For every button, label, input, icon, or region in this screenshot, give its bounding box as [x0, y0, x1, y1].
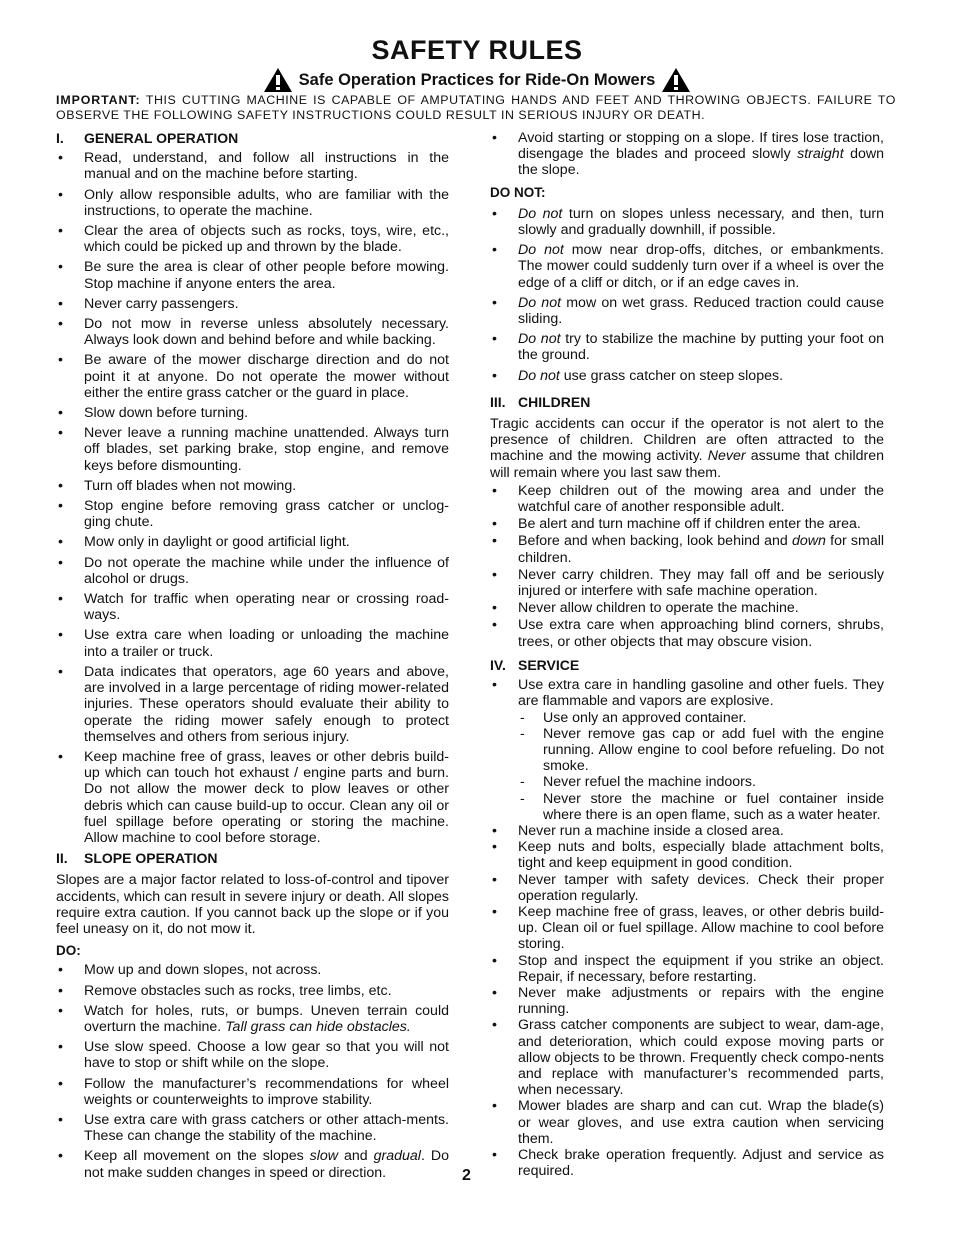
list-item: • Turn off blades when not mowing.: [56, 478, 449, 494]
list-item: • Stop and inspect the equipment if you strike an object. Repair, if necessary, before restarting.: [490, 953, 884, 985]
list-item: • Keep machine free of grass, leaves, or other debris build-up. Clean oil or fuel spillage. Allow machine to cool before storing.: [490, 904, 884, 953]
list-item: • Do not try to stabilize the machine by putting your foot on the ground.: [490, 331, 884, 363]
list-item: • Mower blades are sharp and can cut. Wrap the blade(s) or wear gloves, and use extra caution when servicing them.: [490, 1098, 884, 1147]
section-heading-service: IV. SERVICE: [490, 656, 580, 673]
important-notice: [56, 93, 896, 123]
list-item: • Before and when backing, look behind and down for small children.: [490, 533, 884, 565]
list-item: • Mow only in daylight or good artificial light.: [56, 534, 449, 550]
section-heading-general: I. GENERAL OPERATION: [56, 130, 239, 146]
children-intro: Tragic accidents can occur if the operator is not alert to the presence of children. Children are often attracted to the machine and the mowing activity. Never assume that children will remain where you last saw them.: [490, 416, 884, 481]
sub-list-item: - Never remove gas cap or add fuel with the engine running. Allow engine to cool before refueling. Do not smoke.: [518, 726, 884, 775]
list-item: • Never tamper with safety devices. Check their proper operation regularly.: [490, 872, 884, 904]
warning-triangle-icon: [661, 67, 691, 93]
list-item: • Read, understand, and follow all instructions in the manual and on the machine before starting.: [56, 150, 449, 182]
sub-list-item: - Never refuel the machine indoors.: [518, 774, 884, 790]
slope-do-list: [56, 962, 449, 1180]
section-heading-slope: II. SLOPE OPERATION: [56, 850, 218, 867]
list-item: • Do not operate the machine while under the influence of alcohol or drugs.: [56, 555, 449, 587]
list-item: • Keep children out of the mowing area and under the watchful care of another responsible adult.: [490, 483, 884, 515]
list-item: • Never allow children to operate the machine.: [490, 600, 884, 616]
list-item: • Remove obstacles such as rocks, tree limbs, etc.: [56, 983, 449, 999]
list-item: • Never carry children. They may fall off and be seriously injured or interfere with safe machine operation.: [490, 567, 884, 599]
list-item: • Keep nuts and bolts, especially blade attachment bolts, tight and keep equipment in good condition.: [490, 839, 884, 871]
list-item: • Do not mow near drop-offs, ditches, or embankments. The mower could suddenly turn over if a wheel is over the edge of a cliff or ditch, or if an edge caves in.: [490, 242, 884, 291]
list-item: • Keep all movement on the slopes slow and gradual. Do not make sudden changes in speed or direction.: [56, 1148, 449, 1180]
list-item: • Never run a machine inside a closed area.: [490, 823, 884, 839]
list-item: • Data indicates that operators, age 60 years and above, are involved in a large percentage of riding mower-related injuries. These operators should evaluate their ability to operate the riding mower safely enough to protect themselves and others from serious injury.: [56, 664, 449, 745]
list-item: • Slow down before turning.: [56, 405, 449, 421]
list-item: • Use extra care when loading or unloading the machine into a trailer or truck.: [56, 627, 449, 659]
fuel-sub-list: [518, 710, 884, 823]
list-item: • Use slow speed. Choose a low gear so that you will not have to stop or shift while on the slope.: [56, 1039, 449, 1071]
subtitle: Safe Operation Practices for Ride-On Mowers: [298, 71, 656, 89]
list-item: • Grass catcher components are subject to wear, dam-age, and deterioration, which could expose moving parts or allow objects to be thrown. Frequently check compo-nents and replace with manufacturer’s recommended parts, when necessary.: [490, 1017, 884, 1098]
do-heading: DO:: [56, 943, 81, 959]
section-heading-children: III. CHILDREN: [490, 393, 591, 410]
list-item: • Never make adjustments or repairs with the engine running.: [490, 985, 884, 1017]
important-text: THIS CUTTING MACHINE IS CAPABLE OF AMPUTATING HANDS AND FEET AND THROWING OBJECTS. FAILURE TO OBSERVE THE FOLLOWING SAFETY INSTRUCTIONS COULD RESULT IN SERIOUS INJURY OR DEATH.: [56, 93, 896, 122]
list-item: • Check brake operation frequently. Adjust and service as required.: [490, 1147, 884, 1179]
list-item: • Be aware of the mower discharge direction and do not point it at anyone. Do not operate the mower without either the entire grass catcher or the guard in place.: [56, 352, 449, 401]
list-item: • Use extra care with grass catchers or other attach-ments. These can change the stability of the machine.: [56, 1112, 449, 1144]
list-item: • Avoid starting or stopping on a slope. If tires lose traction, disengage the blades and proceed slowly straight down the slope.: [490, 130, 884, 179]
slope-intro: Slopes are a major factor related to loss-of-control and tipover accidents, which can result in severe injury or death. All slopes require extra caution. If you cannot back up the slope or if you feel uneasy on it, do not mow it.: [56, 872, 449, 937]
slope-do-not-list: [490, 206, 884, 384]
important-label: IMPORTANT:: [56, 93, 141, 107]
page-number: 2: [462, 1167, 471, 1184]
list-item: • Do not use grass catcher on steep slopes.: [490, 368, 884, 384]
list-item: • Watch for traffic when operating near or crossing road-ways.: [56, 591, 449, 623]
list-item: • Never leave a running machine unattended. Always turn off blades, set parking brake, stop engine, and remove keys before dismounting.: [56, 425, 449, 474]
list-item: • Do not mow on wet grass. Reduced traction could cause sliding.: [490, 295, 884, 327]
page-title: SAFETY RULES: [371, 35, 583, 65]
list-item: • Only allow responsible adults, who are familiar with the instructions, to operate the machine.: [56, 187, 449, 219]
slope-do-list-continued: [490, 130, 884, 179]
list-item: • Use extra care in handling gasoline and other fuels. They are flammable and vapors are explosive. - Use only an approved container. - Never remove gas cap or add fuel with the engine running. Allow engine to cool before refueling. Do not smoke. - Never refuel the machine indoors. - Never store the machine or fuel container inside where there is an open flame, such as a water heater.: [490, 677, 884, 823]
do-not-heading: DO NOT:: [490, 184, 546, 200]
list-item: • Keep machine free of grass, leaves or other debris build-up which can touch hot exhaust / engine parts and burn. Do not allow the mower deck to plow leaves or other debris which can cause build-up to occur. Clean any oil or fuel spillage before operating or storing the machine. Allow machine to cool before storage.: [56, 749, 449, 846]
subtitle-row: [0, 66, 954, 94]
sub-list-item: - Never store the machine or fuel container inside where there is an open flame, such as a water heater.: [518, 791, 884, 823]
right-column: [490, 130, 884, 1179]
list-item: • Stop engine before removing grass catcher or unclog-ging chute.: [56, 498, 449, 530]
left-column: [56, 130, 449, 1185]
list-item: • Follow the manufacturer’s recommendations for wheel weights or counterweights to improve stability.: [56, 1076, 449, 1108]
list-item: • Be alert and turn machine off if children enter the area.: [490, 516, 884, 532]
general-operation-list: [56, 150, 449, 846]
warning-triangle-icon: [263, 67, 293, 93]
list-item: • Never carry passengers.: [56, 296, 449, 312]
children-list: [490, 483, 884, 650]
list-item: • Do not mow in reverse unless absolutely necessary. Always look down and behind before and while backing.: [56, 316, 449, 348]
list-item: • Clear the area of objects such as rocks, toys, wire, etc., which could be picked up and thrown by the blade.: [56, 223, 449, 255]
list-item: • Watch for holes, ruts, or bumps. Uneven terrain could overturn the machine. Tall grass can hide obstacles.: [56, 1003, 449, 1035]
sub-list-item: - Use only an approved container.: [518, 710, 884, 726]
list-item: • Do not turn on slopes unless necessary, and then, turn slowly and gradually downhill, if possible.: [490, 206, 884, 238]
service-list: [490, 677, 884, 1179]
list-item: • Be sure the area is clear of other people before mowing. Stop machine if anyone enters the area.: [56, 259, 449, 291]
list-item: • Use extra care when approaching blind corners, shrubs, trees, or other objects that may obscure vision.: [490, 617, 884, 649]
list-item: • Mow up and down slopes, not across.: [56, 962, 449, 978]
